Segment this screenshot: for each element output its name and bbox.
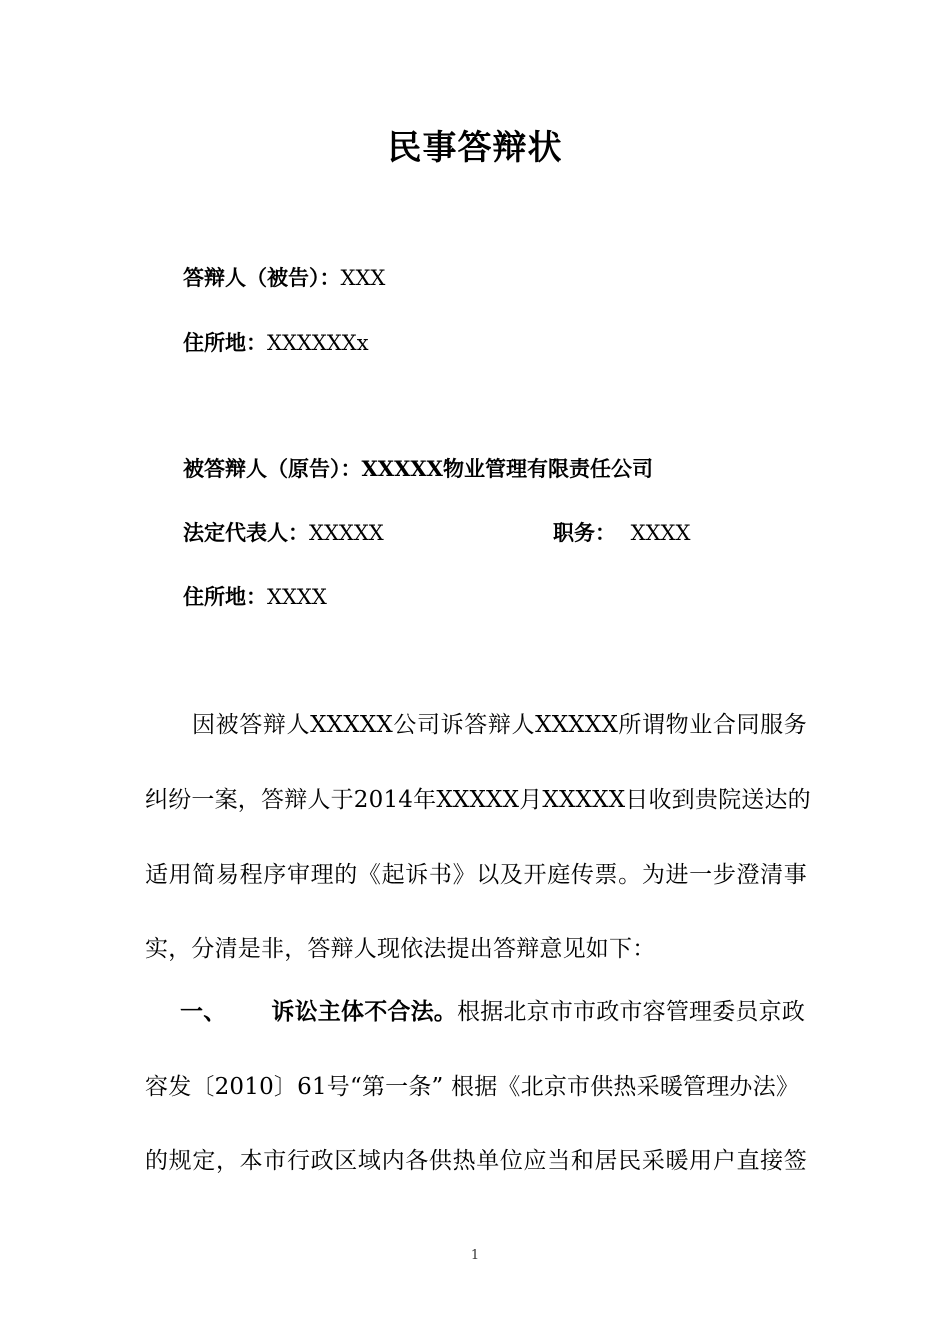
defendant-line	[183, 262, 385, 292]
plaintiff-name: XXXXX物业管理有限责任公司	[361, 456, 653, 481]
body-line: 实，分清是非，答辩人现依法提出答辩意见如下：	[145, 936, 656, 962]
defendant-label: 答辩人（被告）：	[183, 265, 341, 290]
point-one-line	[180, 993, 807, 1026]
body-line: 容发〔2010〕61号“第一条” 根据《北京市供热采暖管理办法》	[145, 1074, 800, 1100]
plaintiff-label: 被答辩人（原告）：	[183, 456, 362, 481]
plaintiff-address-line	[183, 581, 327, 611]
document-title: 民事答辩状	[387, 128, 563, 168]
point-one-number: 一、	[180, 998, 227, 1025]
plaintiff-address-label: 住所地：	[183, 584, 267, 609]
page-number: 1	[470, 1248, 480, 1263]
defendant-address-line	[183, 327, 369, 357]
representative-label: 法定代表人：	[183, 520, 309, 545]
plaintiff-address: XXXX	[267, 585, 327, 609]
position-line	[553, 517, 690, 547]
representative-name: XXXXX	[309, 521, 384, 545]
defendant-name: XXX	[340, 266, 386, 290]
point-one-text: 根据北京市市政市容管理委员京政	[457, 999, 806, 1025]
body-line: 适用简易程序审理的《起诉书》以及开庭传票。为进一步澄清事	[145, 862, 807, 888]
body-line: 纠纷一案，答辩人于2014年XXXXX月XXXXX日收到贵院送达的	[145, 787, 811, 813]
body-line: 因被答辩人XXXXX公司诉答辩人XXXXX所谓物业合同服务	[192, 712, 807, 738]
body-line: 的规定，本市行政区域内各供热单位应当和居民采暖用户直接签	[145, 1148, 807, 1174]
position-value: XXXX	[630, 521, 691, 545]
representative-line	[183, 517, 384, 547]
plaintiff-line	[183, 453, 653, 483]
defendant-address-label: 住所地：	[183, 330, 267, 355]
point-one-heading: 诉讼主体不合法。	[271, 998, 458, 1025]
defendant-address: XXXXXXx	[267, 331, 369, 355]
position-label: 职务：	[553, 520, 616, 545]
